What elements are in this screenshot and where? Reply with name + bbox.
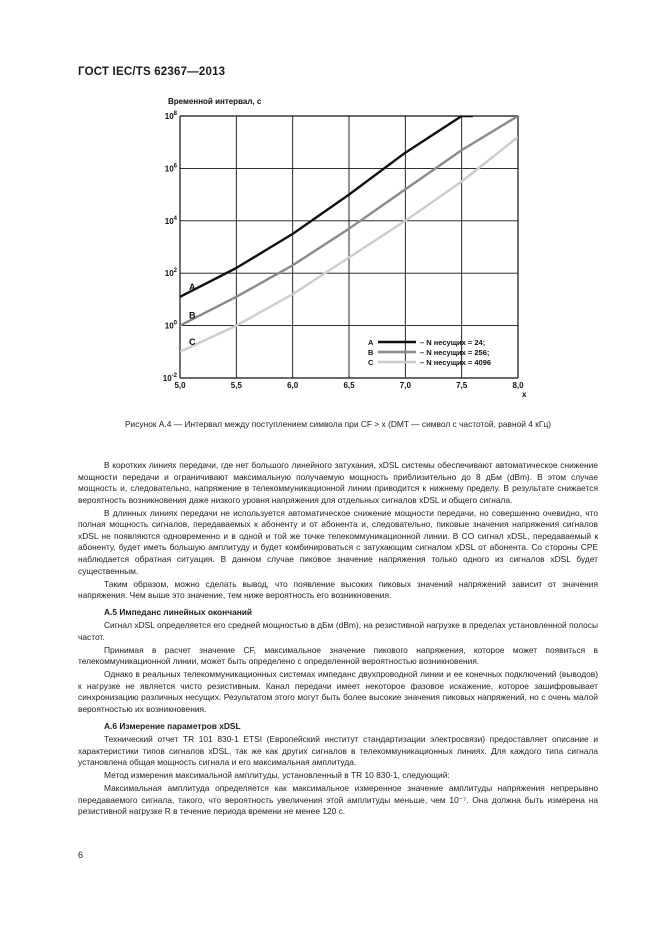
series-label-a: A (189, 281, 196, 292)
legend-label-b: – N несущих = 256; (420, 348, 490, 357)
paragraph: Однако в реальных телекоммуникационных системах импеданс двухпроводной линии и ее конечных подключений (выводов) к нагрузке не является чисто резистивным. Канал передачи имеет некоторое фазовое искажение, которое зашифровывает синхронизацию различных несущих. Результатом этого могут быть более высокие значения пиковых напряжений, но с очень малой вероятностью их возникновения. (78, 669, 598, 715)
paragraph: Метод измерения максимальной амплитуды, установленный в TR 10 830-1, следующий: (104, 770, 450, 781)
legend-key-a: A (368, 338, 374, 347)
y-tick-label: $10^6$ (164, 163, 177, 174)
document-body (78, 460, 598, 819)
x-tick-label: 8,0 (512, 381, 524, 390)
document-header: ГОСТ IEC/TS 62367—2013 (78, 66, 226, 78)
series-line-a (180, 116, 473, 297)
paragraph: В коротких линиях передачи, где нет большого линейного затухания, xDSL системы обеспечивают автоматическое снижение мощности передачи и ограничивают максимальную получаемую мощность приблизительно до 8 дБм (dBm). В этом случае мощность и, следовательно, напряжение в телекоммуникационной линии приводится к нижнему пределу. В результате снижается вероятность возникновения даже низкого уровня напряжения для отдельных сигналов xDSL и общего сигнала. (78, 460, 598, 505)
series-label-c: C (189, 336, 196, 347)
chart-svg (0, 0, 661, 420)
chart-legend (368, 338, 491, 367)
paragraph: Максимальная амплитуда определяется как максимальное измеренное значение амплитуды напряжения непрерывно передаваемого сигнала, такого, что вероятность увеличения этой амплитуды меньше, чем 10⁻⁷. Она должна быть измерена на резистивной нагрузке R в течение периода времени не менее 120 с. (78, 783, 598, 817)
y-tick-label: $10^8$ (164, 111, 177, 121)
x-tick-label: 5,5 (230, 381, 242, 390)
x-tick-label: 7,5 (456, 381, 468, 390)
figure-caption: Рисунок А.4 — Интервал между поступлением символа при CF > x (DMT — символ с частотой, равной 4 кГц) (124, 419, 552, 429)
x-tick-label: 6,5 (343, 381, 355, 390)
y-tick-label: $10^2$ (164, 268, 177, 279)
page-number: 6 (78, 850, 84, 860)
y-tick-label: $10^{-2}$ (162, 373, 177, 383)
y-tick-label: $10^4$ (164, 215, 177, 226)
section-heading-a6: А.6 Измерение параметров xDSL (104, 720, 241, 731)
y-tick-label: $10^0$ (164, 320, 177, 331)
x-tick-label: 5,0 (174, 381, 186, 390)
x-tick-label: 7,0 (399, 381, 411, 390)
paragraph: Технический отчет TR 101 830-1 ETSI (Европейский институт стандартизации электросвязи) предоставляет описание и характеристики типов сигналов xDSL, так же как других сигналов в телекоммуникационных линиях. Для каждого типа сигнала установлена общая мощность сигнала и его максимальная амплитуда. (78, 734, 598, 768)
x-axis-label: x (522, 390, 527, 399)
legend-label-c: – N несущих = 4096 (420, 358, 492, 367)
section-heading-a5: А.5 Импеданс линейных окончаний (104, 606, 253, 617)
series-label-b: B (189, 310, 196, 321)
paragraph: Сигнал xDSL определяется его средней мощностью в дБм (dBm), на резистивной нагрузке в пределах установленной полосы частот. (78, 620, 598, 642)
paragraph: Принимая в расчет значение CF, максимальное значение пикового напряжения, которое может появиться в телекоммуникационной линии, может быть определено с определенной вероятностью возникновения. (78, 644, 598, 667)
legend-label-a: – N несущих = 24; (420, 338, 486, 347)
paragraph: В длинных линиях передачи не используется автоматическое снижение мощности передачи, но совершенно очевидно, что полная мощность сигналов, передаваемых к абоненту и от абонента и, следовательно, пиковые значения напряжения сигналов xDSL не появляются одновременно и в одной и той же точке телекоммуникационной линии. В CO сигнал xDSL, передаваемый к абоненту, будет иметь большую амплитуду и будет комбинироваться с затухающим сигналом xDSL от абонента. Со стороны CPE наблюдается обратная ситуация. В данном случае пиковое значение напряжения только одного из сигналов xDSL будет существенным. (78, 507, 598, 576)
legend-key-c: C (368, 358, 374, 367)
x-tick-label: 6,0 (287, 381, 299, 390)
legend-key-b: B (368, 348, 374, 357)
chart-figure (0, 0, 661, 420)
y-axis-label: Временной интервал, с (168, 97, 262, 106)
paragraph: Таким образом, можно сделать вывод, что появление высоких пиковых значений напряжений зависит от значения напряжения. Чем выше это значение, тем ниже вероятность его возникновения. (78, 578, 598, 601)
